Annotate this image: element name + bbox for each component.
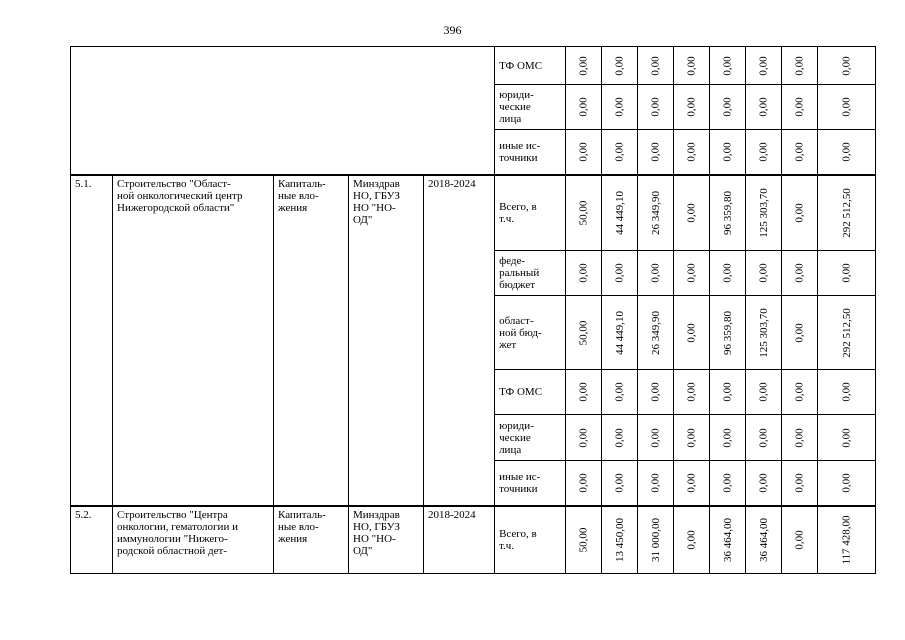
value-text: 36 464,00 <box>757 517 770 562</box>
value-text: 0,00 <box>840 473 853 493</box>
value-cell <box>566 47 602 85</box>
value-cell <box>782 251 818 296</box>
value-text: 50,00 <box>577 200 590 226</box>
value-text: 0,00 <box>613 97 626 117</box>
value-cell <box>566 85 602 130</box>
value-cell <box>566 251 602 296</box>
value-cell <box>674 175 710 251</box>
value-text: 0,00 <box>577 97 590 117</box>
value-text: 0,00 <box>577 473 590 493</box>
value-text: 50,00 <box>577 320 590 345</box>
value-cell <box>638 296 674 370</box>
value-cell <box>566 506 602 574</box>
value-cell <box>782 461 818 506</box>
value-text: 0,00 <box>685 263 698 283</box>
value-cell <box>710 85 746 130</box>
period: 2018-2024 <box>424 175 495 506</box>
value-text: 0,00 <box>613 263 626 283</box>
value-text: 0,00 <box>757 263 770 283</box>
table-row <box>71 47 876 85</box>
value-cell <box>638 461 674 506</box>
value-cell <box>638 506 674 574</box>
value-text: 0,00 <box>577 55 590 76</box>
value-text: 44 449,10 <box>613 310 626 355</box>
funding-source: ТФ ОМС <box>495 370 566 415</box>
investment-type: Капиталь- ные вло- жения <box>274 506 349 574</box>
page-number: 396 <box>443 23 462 37</box>
value-text: 96 359,80 <box>721 310 734 355</box>
value-text: 0,00 <box>649 382 662 402</box>
value-text: 0,00 <box>840 55 853 76</box>
value-text: 0,00 <box>685 203 698 223</box>
period: 2018-2024 <box>424 506 495 574</box>
value-cell <box>674 461 710 506</box>
value-text: 0,00 <box>793 263 806 283</box>
value-text: 0,00 <box>649 427 662 448</box>
value-text: 0,00 <box>613 142 626 162</box>
funding-source: Всего, в т.ч. <box>495 506 566 574</box>
value-cell <box>674 130 710 175</box>
value-text: 0,00 <box>757 473 770 493</box>
value-text: 0,00 <box>793 97 806 117</box>
value-cell <box>818 175 876 251</box>
value-text: 0,00 <box>649 97 662 117</box>
value-cell <box>602 370 638 415</box>
value-text: 0,00 <box>793 382 806 402</box>
value-text: 0,00 <box>793 530 806 550</box>
value-cell <box>782 506 818 574</box>
value-text: 0,00 <box>649 473 662 493</box>
value-cell <box>710 251 746 296</box>
value-cell <box>674 47 710 85</box>
value-text: 0,00 <box>577 427 590 448</box>
value-text: 292 512,50 <box>840 307 853 358</box>
value-text: 0,00 <box>757 55 770 76</box>
value-text: 0,00 <box>577 382 590 402</box>
value-text: 0,00 <box>793 203 806 223</box>
value-cell <box>746 506 782 574</box>
value-text: 96 359,80 <box>721 190 734 235</box>
value-cell <box>746 85 782 130</box>
item-name: Строительство "Центра онкологии, гематологии и иммунологии "Нижего- родской областной дет- <box>113 506 274 574</box>
value-cell <box>782 130 818 175</box>
value-cell <box>818 461 876 506</box>
value-text: 26 349,90 <box>649 310 662 355</box>
value-cell <box>818 130 876 175</box>
value-cell <box>818 47 876 85</box>
value-cell <box>818 85 876 130</box>
value-text: 31 000,00 <box>649 517 662 562</box>
value-cell <box>782 370 818 415</box>
value-cell <box>602 130 638 175</box>
funding-source: област- ной бюд- жет <box>495 296 566 370</box>
value-text: 0,00 <box>685 97 698 117</box>
budget-table <box>70 46 876 574</box>
table-row <box>71 506 876 574</box>
value-cell <box>566 296 602 370</box>
value-text: 0,00 <box>649 142 662 162</box>
executor: Минздрав НО, ГБУЗ НО "НО- ОД" <box>349 506 424 574</box>
value-text: 0,00 <box>649 263 662 283</box>
value-cell <box>602 461 638 506</box>
value-cell <box>710 175 746 251</box>
value-cell <box>674 415 710 461</box>
value-cell <box>710 415 746 461</box>
value-cell <box>818 370 876 415</box>
value-cell <box>602 296 638 370</box>
value-text: 0,00 <box>721 263 734 283</box>
table-row <box>71 175 876 251</box>
value-cell <box>602 47 638 85</box>
value-text: 0,00 <box>840 427 853 448</box>
value-text: 0,00 <box>577 263 590 283</box>
value-cell <box>638 85 674 130</box>
value-text: 26 349,90 <box>649 190 662 235</box>
value-text: 0,00 <box>685 530 698 550</box>
value-cell <box>566 370 602 415</box>
value-cell <box>710 47 746 85</box>
value-cell <box>746 370 782 415</box>
value-cell <box>710 506 746 574</box>
value-text: 0,00 <box>757 97 770 117</box>
value-text: 44 449,10 <box>613 190 626 235</box>
value-cell <box>782 85 818 130</box>
value-text: 0,00 <box>840 382 853 402</box>
value-cell <box>710 130 746 175</box>
value-cell <box>602 415 638 461</box>
value-cell <box>638 370 674 415</box>
value-cell <box>602 506 638 574</box>
value-cell <box>746 296 782 370</box>
value-cell <box>638 251 674 296</box>
value-cell <box>746 47 782 85</box>
value-text: 0,00 <box>649 55 662 76</box>
value-cell <box>602 175 638 251</box>
value-cell <box>638 130 674 175</box>
value-text: 0,00 <box>840 97 853 117</box>
funding-source: Всего, в т.ч. <box>495 175 566 251</box>
value-text: 0,00 <box>840 142 853 162</box>
value-text: 0,00 <box>721 427 734 448</box>
value-cell <box>746 251 782 296</box>
value-cell <box>674 85 710 130</box>
value-text: 0,00 <box>757 427 770 448</box>
value-text: 0,00 <box>685 55 698 76</box>
value-cell <box>674 370 710 415</box>
funding-source: иные ис- точники <box>495 461 566 506</box>
value-text: 0,00 <box>757 142 770 162</box>
value-cell <box>710 296 746 370</box>
item-name: Строительство "Област- ной онкологический центр Нижегородской области" <box>113 175 274 506</box>
value-cell <box>674 251 710 296</box>
value-cell <box>818 296 876 370</box>
value-text: 0,00 <box>793 142 806 162</box>
value-text: 0,00 <box>721 97 734 117</box>
value-text: 0,00 <box>613 382 626 402</box>
funding-source: ТФ ОМС <box>495 47 566 85</box>
executor: Минздрав НО, ГБУЗ НО "НО- ОД" <box>349 175 424 506</box>
value-text: 0,00 <box>721 473 734 493</box>
value-text: 0,00 <box>577 142 590 162</box>
funding-source: иные ис- точники <box>495 130 566 175</box>
value-text: 0,00 <box>685 322 698 343</box>
value-cell <box>566 461 602 506</box>
value-text: 0,00 <box>685 427 698 448</box>
value-cell <box>782 47 818 85</box>
value-text: 0,00 <box>840 263 853 283</box>
value-text: 13 450,00 <box>613 517 626 562</box>
value-text: 125 303,70 <box>757 307 770 358</box>
value-text: 50,00 <box>577 527 590 553</box>
value-text: 0,00 <box>613 473 626 493</box>
funding-source: феде- ральный бюджет <box>495 251 566 296</box>
value-cell <box>638 175 674 251</box>
value-text: 0,00 <box>721 142 734 162</box>
value-cell <box>710 370 746 415</box>
value-text: 0,00 <box>757 382 770 402</box>
value-cell <box>674 296 710 370</box>
value-cell <box>782 296 818 370</box>
value-text: 0,00 <box>613 427 626 448</box>
value-cell <box>566 130 602 175</box>
value-cell <box>818 415 876 461</box>
value-cell <box>638 415 674 461</box>
value-cell <box>746 461 782 506</box>
value-cell <box>566 175 602 251</box>
value-cell <box>818 251 876 296</box>
value-cell <box>746 175 782 251</box>
item-number: 5.1. <box>71 175 113 506</box>
value-text: 292 512,50 <box>840 188 853 238</box>
value-text: 0,00 <box>685 142 698 162</box>
value-cell <box>746 130 782 175</box>
value-cell <box>782 415 818 461</box>
value-cell <box>818 506 876 574</box>
funding-source: юриди- ческие лица <box>495 85 566 130</box>
value-text: 0,00 <box>793 55 806 76</box>
value-text: 0,00 <box>613 55 626 76</box>
investment-type: Капиталь- ные вло- жения <box>274 175 349 506</box>
value-cell <box>638 47 674 85</box>
funding-source: юриди- ческие лица <box>495 415 566 461</box>
value-text: 0,00 <box>793 473 806 493</box>
value-text: 0,00 <box>685 473 698 493</box>
value-text: 117 428,00 <box>840 515 853 565</box>
value-text: 0,00 <box>793 322 806 343</box>
value-text: 0,00 <box>685 382 698 402</box>
value-text: 0,00 <box>721 55 734 76</box>
value-cell <box>710 461 746 506</box>
item-number: 5.2. <box>71 506 113 574</box>
value-text: 125 303,70 <box>757 188 770 238</box>
continued-empty-cell <box>71 47 495 175</box>
value-cell <box>782 175 818 251</box>
value-cell <box>602 85 638 130</box>
value-text: 0,00 <box>721 382 734 402</box>
value-text: 0,00 <box>793 427 806 448</box>
value-cell <box>566 415 602 461</box>
value-cell <box>674 506 710 574</box>
value-cell <box>602 251 638 296</box>
value-text: 36 464,00 <box>721 517 734 562</box>
value-cell <box>746 415 782 461</box>
